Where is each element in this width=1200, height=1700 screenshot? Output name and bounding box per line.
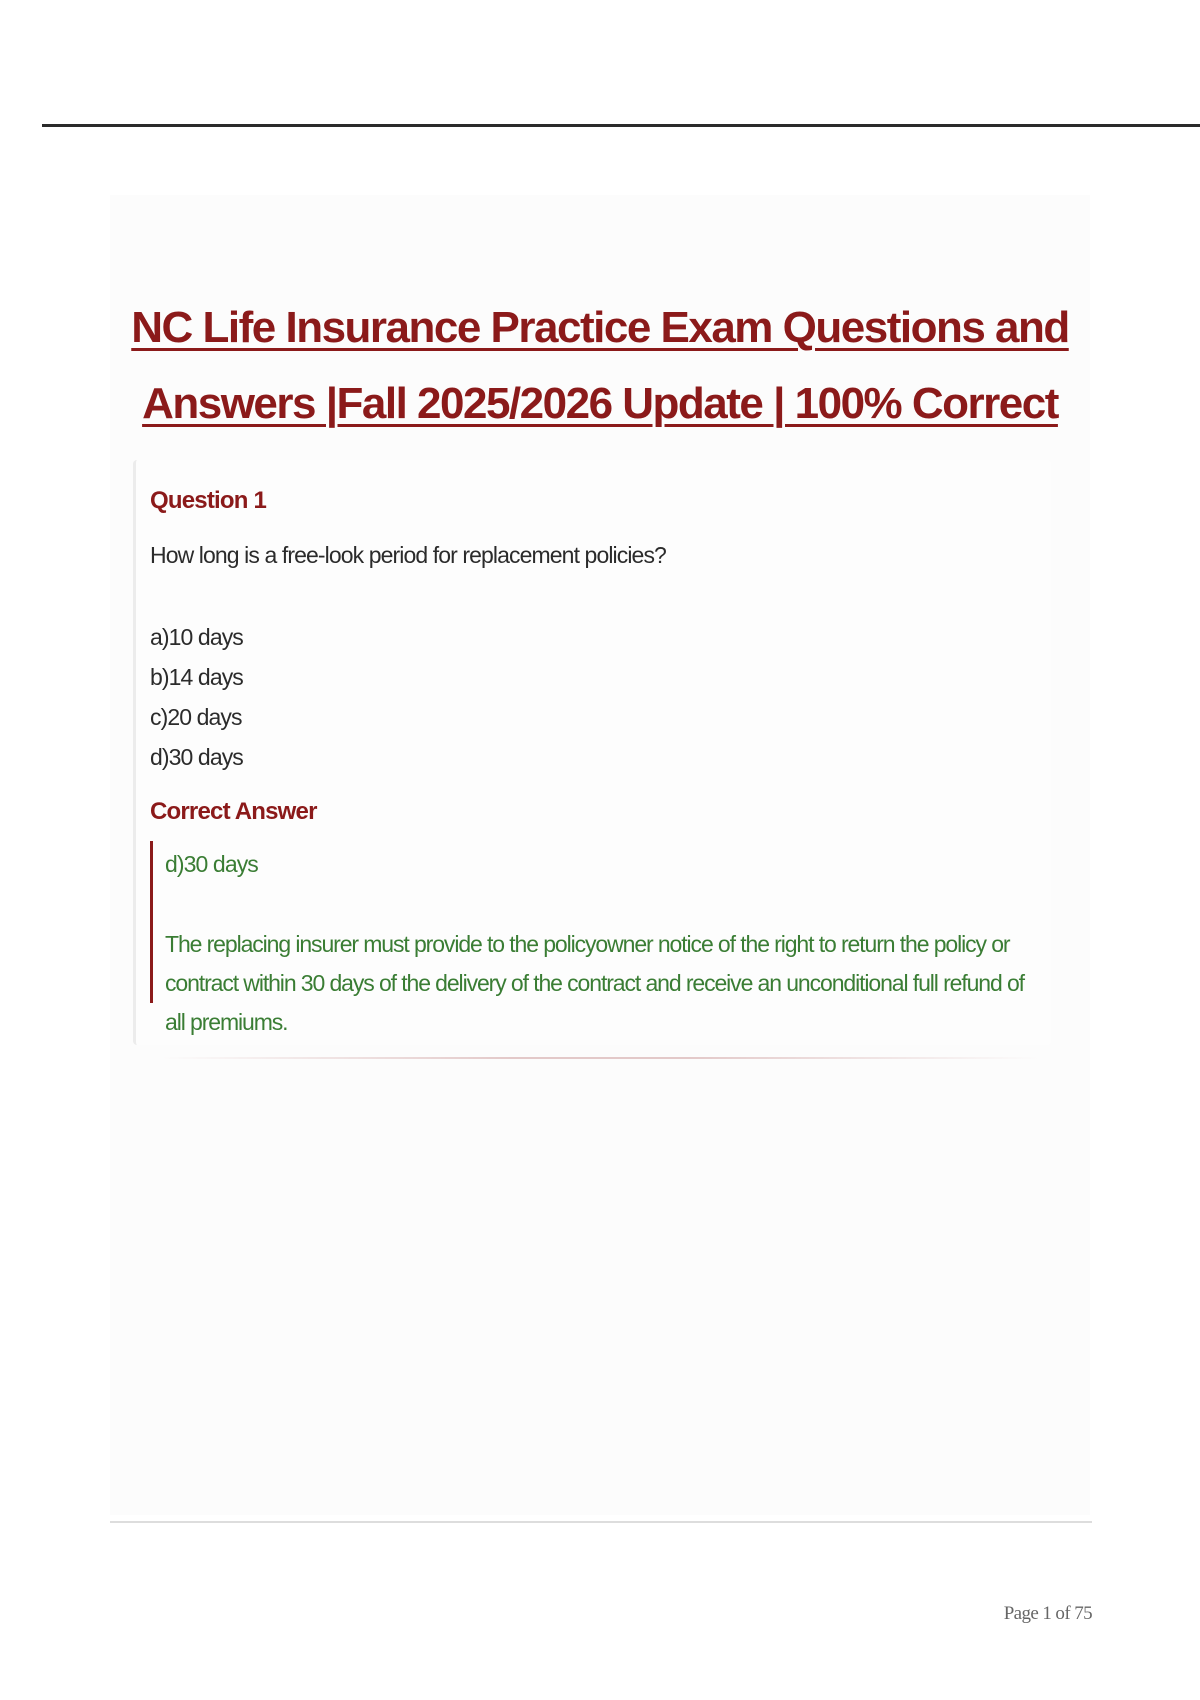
answer-explanation: The replacing insurer must provide to the policyowner notice of the right to return the policy or contract within 30 days of the delivery of the contract and receive an unconditional full refund of all premiums. [165,931,1024,1035]
option-d: d)30 days [150,744,243,770]
answer-options [150,617,243,777]
question-label: Question 1 [150,487,267,514]
correct-answer-label: Correct Answer [150,798,317,825]
footer-rule [110,1521,1092,1523]
answer-block [150,841,1053,1035]
document-title: NC Life Insurance Practice Exam Questions and Answers |Fall 2025/2026 Update | 100% Correct [131,303,1069,428]
top-rule [42,124,1200,127]
card-divider [160,1057,1040,1059]
option-b: b)14 days [150,664,243,690]
option-a: a)10 days [150,624,243,650]
question-text: How long is a free-look period for replacement policies? [150,542,666,568]
correct-answer-value: d)30 days [165,851,258,877]
page-number: Page 1 of 75 [1003,1603,1092,1624]
option-c: c)20 days [150,704,242,730]
